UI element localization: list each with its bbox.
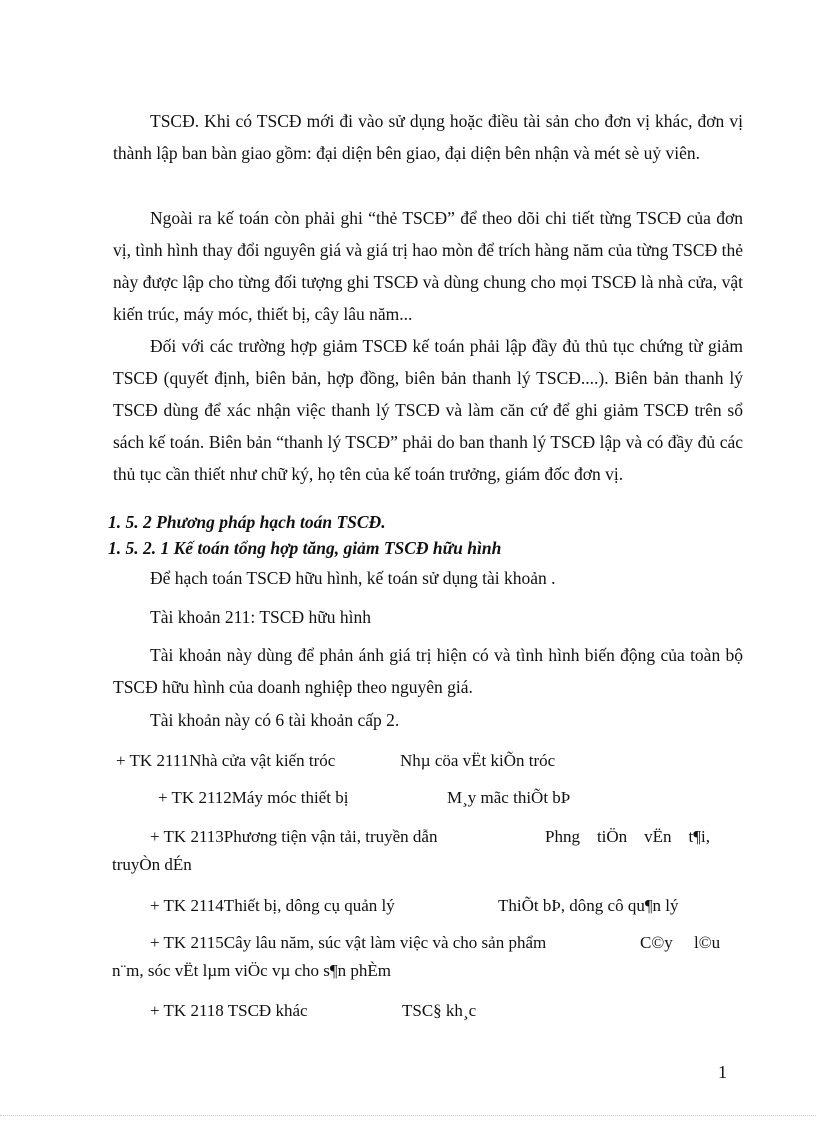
account-2115-legacy-text-continued: n¨m, sóc vËt lµm viÖc vµ cho s¶n phÈm: [112, 961, 391, 980]
intro-line: Để hạch toán TSCĐ hữu hình, kế toán sử dụng tài khoản .: [150, 568, 556, 588]
account-2112-legacy-text: M¸y mãc thiÕt bÞ: [447, 788, 571, 807]
account-2118-legacy-text: TSC§ kh¸c: [402, 1001, 477, 1020]
account-2115-label: + TK 2115Cây lâu năm, súc vật làm việc và cho sản phẩm: [150, 933, 547, 952]
paragraph-asset-card: Ngoài ra kế toán còn phải ghi “thẻ TSCĐ” để theo dõi chi tiết từng TSCĐ của đơn vị, tình hình thay đổi nguyên giá và giá trị hao mòn để trích hàng năm của từng TSCĐ thẻ này được lập cho từng đối tượng ghi TSCĐ và dùng chung cho mọi TSCĐ là nhà cửa, vật kiến trúc, máy móc, thiết bị, cây lâu năm...: [113, 208, 743, 324]
page-number: 1: [718, 1062, 727, 1082]
account-description: Tài khoản này dùng để phản ánh giá trị hiện có và tình hình biến động của toàn bộ TSCĐ hữu hình của doanh nghiệp theo nguyên giá.: [113, 645, 743, 697]
account-2113-legacy-text-continued: truyÒn dÉn: [112, 855, 192, 874]
account-2111-label: + TK 2111Nhà cửa vật kiến tróc: [116, 751, 336, 770]
account-2112-label: + TK 2112Máy móc thiết bị: [158, 788, 349, 807]
account-211-line: Tài khoản 211: TSCĐ hữu hình: [150, 607, 371, 627]
account-2113-legacy-text: Phng tiÖn vËn t¶i,: [545, 827, 710, 846]
section-heading-accounting-method: 1. 5. 2 Phương pháp hạch toán TSCĐ.: [108, 512, 386, 532]
paragraph-tscd-handover: TSCĐ. Khi có TSCĐ mới đi vào sử dụng hoặc điều tài sản cho đơn vị khác, đơn vị thành lập ban bàn giao gồm: đại diện bên giao, đại diện bên nhận và mét sè uỷ viên.: [113, 111, 743, 163]
account-2115-legacy-text: C©y l©u: [640, 933, 721, 952]
paragraph-asset-reduction: Đối với các trường hợp giảm TSCĐ kế toán phải lập đầy đủ thủ tục chứng từ giảm TSCĐ (quyết định, biên bản, hợp đồng, biên bản thanh lý TSCĐ....). Biên bản thanh lý TSCĐ dùng để xác nhận việc thanh lý TSCĐ và làm căn cứ để ghi giảm TSCĐ trên sổ sách kế toán. Biên bản “thanh lý TSCĐ” phải do ban thanh lý TSCĐ lập và có đầy đủ các thủ tục cần thiết như chữ ký, họ tên của kế toán trưởng, giám đốc đơn vị.: [113, 336, 743, 484]
account-2114-legacy-text: ThiÕt bÞ, dông cô qu¶n lý: [498, 896, 679, 915]
sub-account-count: Tài khoản này có 6 tài khoản cấp 2.: [150, 710, 400, 730]
section-heading-tangible-assets: 1. 5. 2. 1 Kế toán tổng hợp tăng, giảm TSCĐ hữu hình: [108, 538, 502, 558]
account-2113-label: + TK 2113Phương tiện vận tải, truyền dẫn: [150, 827, 438, 846]
account-2118-label: + TK 2118 TSCĐ khác: [150, 1001, 308, 1020]
account-2114-label: + TK 2114Thiết bị, dông cụ quản lý: [150, 896, 395, 915]
account-2111-legacy-text: Nhµ cöa vËt kiÕn tróc: [400, 751, 556, 770]
page-bottom-divider: [0, 1115, 816, 1116]
